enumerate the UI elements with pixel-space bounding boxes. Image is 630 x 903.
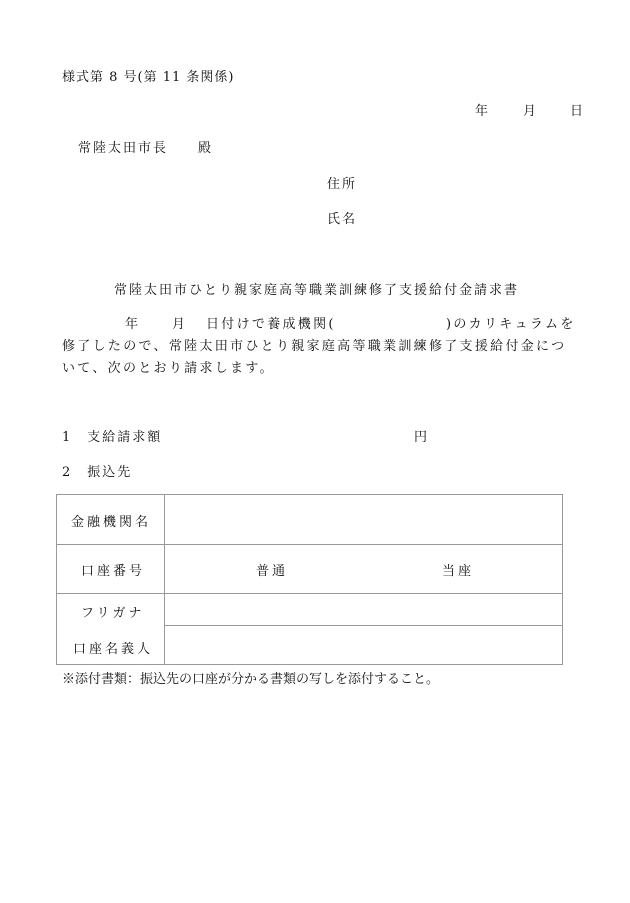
payment-amount-label: 1 支給請求額	[62, 430, 163, 445]
account-type-current[interactable]: 当座	[442, 564, 475, 579]
account-holder-label: 口座名義人	[73, 642, 154, 657]
name-label: 氏名	[327, 212, 358, 227]
form-number: 様式第 8 号(第 11 条関係)	[62, 70, 235, 85]
body-year: 年	[125, 317, 141, 332]
table-divider-1	[57, 544, 562, 545]
address-label: 住所	[327, 177, 358, 192]
body-line-3: いて、次のとおり請求します。	[62, 361, 275, 376]
date-year: 年	[475, 104, 489, 119]
furigana-label: フリガナ	[81, 606, 145, 621]
furigana-field[interactable]	[165, 594, 562, 625]
addressee: 常陸太田市長 殿	[78, 141, 214, 156]
attachment-note: ※添付書類：振込先の口座が分かる書類の写しを添付すること。	[62, 672, 440, 687]
transfer-destination-label: 2 振込先	[62, 465, 133, 480]
account-type-ordinary[interactable]: 普通	[256, 564, 289, 579]
bank-account-table	[56, 494, 563, 665]
document-title: 常陸太田市ひとり親家庭高等職業訓練修了支援給付金請求書	[114, 283, 520, 298]
body-curriculum-text: )のカリキュラムを	[446, 317, 576, 332]
date-day: 日	[570, 104, 584, 119]
body-line-2: 修了したので、常陸太田市ひとり親家庭高等職業訓練修了支援給付金につ	[62, 339, 567, 354]
account-number-label: 口座番号	[81, 564, 146, 579]
body-date-text: 日付けで養成機関(	[206, 317, 336, 332]
account-holder-field[interactable]	[165, 626, 562, 664]
yen-unit: 円	[414, 430, 428, 445]
request-body	[62, 314, 582, 380]
body-month: 月	[172, 317, 188, 332]
date-month: 月	[523, 104, 537, 119]
bank-name-field[interactable]	[165, 495, 562, 544]
bank-name-label: 金融機関名	[71, 515, 152, 530]
